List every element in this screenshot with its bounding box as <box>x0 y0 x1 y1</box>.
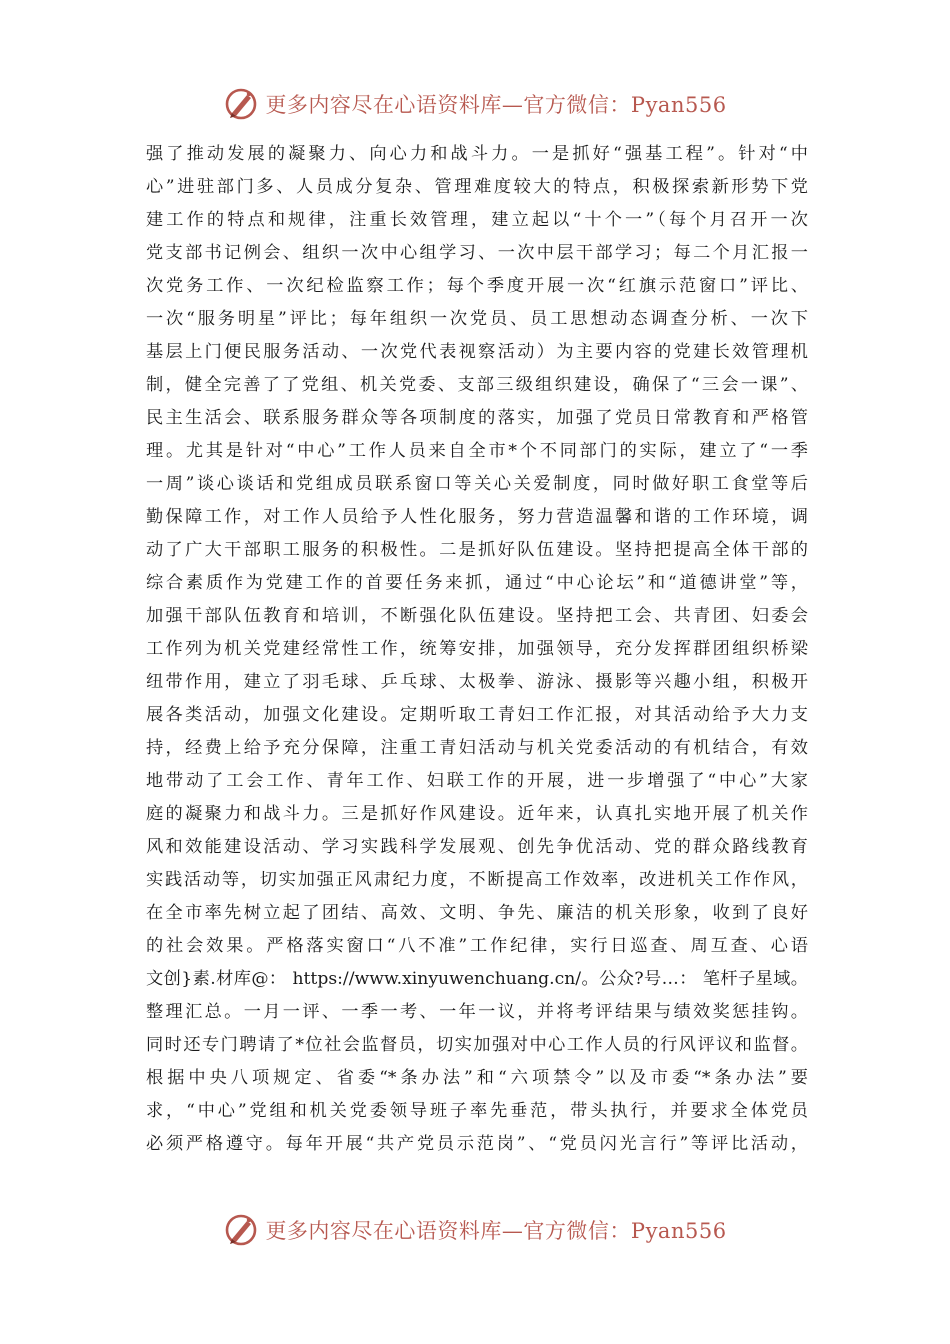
text-line: 求，“中心”党组和机关党委领导班子率先垂范，带头执行，并要求全体党员 <box>146 1101 808 1121</box>
text-line: 勤保障工作，对工作人员给予人性化服务，努力营造温馨和谐的工作环境，调 <box>146 507 808 527</box>
text-line: 党支部书记例会、组织一次中心组学习、一次中层干部学习；每二个月汇报一 <box>146 243 808 263</box>
text-line: 心”进驻部门多、人员成分复杂、管理难度较大的特点，积极探索新形势下党 <box>146 177 808 197</box>
text-line: 制，健全完善了了党组、机关党委、支部三级组织建设，确保了“三会一课”、 <box>146 375 808 395</box>
text-line: 实践活动等，切实加强正风肃纪力度，不断提高工作效率，改进机关工作作风， <box>146 870 808 890</box>
text-line: 民主生活会、联系服务群众等各项制度的落实，加强了党员日常教育和严格管 <box>146 408 808 428</box>
footer-banner-text: 更多内容尽在心语资料库—官方微信：Pyan556 <box>265 1219 727 1243</box>
text-line: 庭的凝聚力和战斗力。三是抓好作风建设。近年来，认真扎实地开展了机关作 <box>146 804 808 824</box>
text-line: 建工作的特点和规律，注重长效管理，建立起以“十个一”（每个月召开一次 <box>146 210 808 230</box>
text-line: 工作列为机关党建经常性工作，统筹安排，加强领导，充分发挥群团组织桥梁 <box>146 639 808 659</box>
header-banner-text: 更多内容尽在心语资料库—官方微信：Pyan556 <box>265 93 727 117</box>
text-line: 持，经费上给予充分保障，注重工青妇活动与机关党委活动的有机结合，有效 <box>146 738 808 758</box>
text-line: 理。尤其是针对“中心”工作人员来自全市*个不同部门的实际，建立了“一季 <box>146 441 808 461</box>
text-line: 强了推动发展的凝聚力、向心力和战斗力。一是抓好“强基工程”。针对“中 <box>146 144 808 164</box>
text-line: 综合素质作为党建工作的首要任务来抓，通过“中心论坛”和“道德讲堂”等， <box>146 573 808 593</box>
text-line: 文创}素.材库@： https://www.xinyuwenchuang.cn/。公众?号…： 笔杆子星域。 <box>146 969 808 989</box>
text-line: 在全市率先树立起了团结、高效、文明、争先、廉洁的机关形象，收到了良好 <box>146 903 808 923</box>
text-line: 地带动了工会工作、青年工作、妇联工作的开展，进一步增强了“中心”大家 <box>146 771 808 791</box>
text-line: 的社会效果。严格落实窗口“八不准”工作纪律，实行日巡查、周互查、心语 <box>146 936 808 956</box>
text-line: 一次“服务明星”评比；每年组织一次党员、员工思想动态调查分析、一次下 <box>146 309 808 329</box>
text-line: 动了广大干部职工服务的积极性。二是抓好队伍建设。坚持把提高全体干部的 <box>146 540 808 560</box>
text-line: 根据中央八项规定、省委“*条办法”和“六项禁令”以及市委“*条办法”要 <box>146 1068 808 1088</box>
document-body <box>146 138 808 1161</box>
text-line: 一周”谈心谈话和党组成员联系窗口等关心关爱制度，同时做好职工食堂等后 <box>146 474 808 494</box>
text-line: 必须严格遵守。每年开展“共产党员示范岗”、“党员闪光言行”等评比活动， <box>146 1134 808 1154</box>
text-line: 同时还专门聘请了*位社会监督员，切实加强对中心工作人员的行风评议和监督。 <box>146 1035 808 1055</box>
pen-circle-logo-icon <box>223 86 259 122</box>
text-line: 风和效能建设活动、学习实践科学发展观、创先争优活动、党的群众路线教育 <box>146 837 808 857</box>
footer-banner <box>0 1208 950 1252</box>
pen-circle-logo-icon <box>223 1212 259 1248</box>
text-line: 次党务工作、一次纪检监察工作；每个季度开展一次“红旗示范窗口”评比、 <box>146 276 808 296</box>
text-line: 纽带作用，建立了羽毛球、乒乓球、太极拳、游泳、摄影等兴趣小组，积极开 <box>146 672 808 692</box>
text-line: 展各类活动，加强文化建设。定期听取工青妇工作汇报，对其活动给予大力支 <box>146 705 808 725</box>
text-line: 基层上门便民服务活动、一次党代表视察活动）为主要内容的党建长效管理机 <box>146 342 808 362</box>
text-line: 加强干部队伍教育和培训，不断强化队伍建设。坚持把工会、共青团、妇委会 <box>146 606 808 626</box>
text-line: 整理汇总。一月一评、一季一考、一年一议，并将考评结果与绩效奖惩挂钩。 <box>146 1002 808 1022</box>
header-banner <box>0 82 950 126</box>
